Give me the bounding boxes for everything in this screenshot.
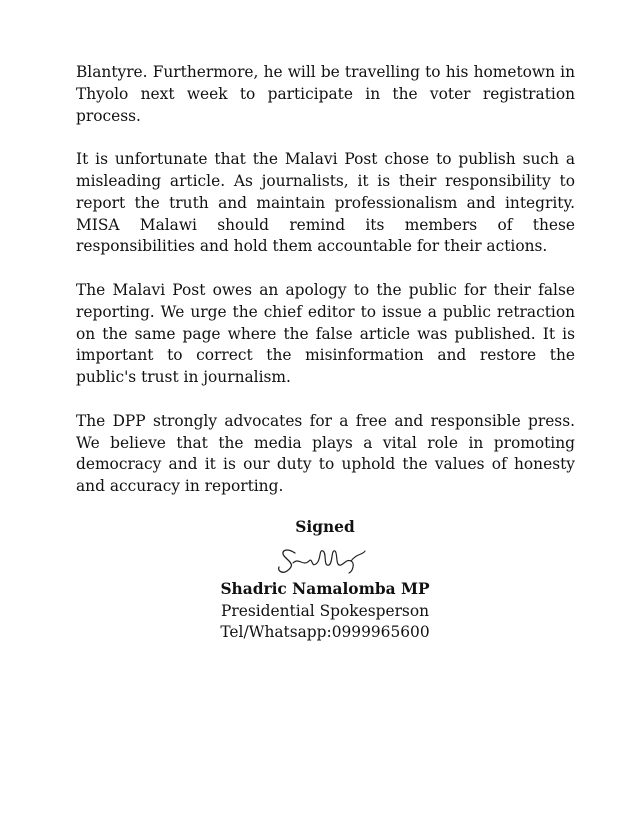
signed-label: Signed bbox=[295, 518, 355, 536]
paragraph-4: The DPP strongly advocates for a free and responsible press. We believe that the media plays a vital role in promoting democracy and it is our duty to uphold the values of honesty and accuracy in reporting. bbox=[76, 411, 575, 496]
signer-name: Shadric Namalomba MP bbox=[220, 579, 430, 598]
signature-block bbox=[185, 517, 465, 644]
statement-body bbox=[76, 62, 575, 520]
handwritten-signature-icon bbox=[265, 541, 385, 575]
paragraph-1: Blantyre. Furthermore, he will be travelling to his hometown in Thyolo next week to participate in the voter registration process. bbox=[76, 63, 575, 125]
paragraph-3: The Malavi Post owes an apology to the public for their false reporting. We urge the chief editor to issue a public retraction on the same page where the false article was published. It is important to correct the misinformation and restore the public's trust in journalism. bbox=[76, 280, 575, 387]
signer-title: Presidential Spokesperson bbox=[221, 601, 429, 620]
signer-contact: Tel/Whatsapp:0999965600 bbox=[220, 623, 430, 642]
paragraph-2: It is unfortunate that the Malavi Post chose to publish such a misleading article. As journalists, it is their responsibility to report the truth and maintain professionalism and integrity. MISA Malawi should remind its members of these responsibilities and hold them accountable for their actions. bbox=[76, 150, 575, 256]
